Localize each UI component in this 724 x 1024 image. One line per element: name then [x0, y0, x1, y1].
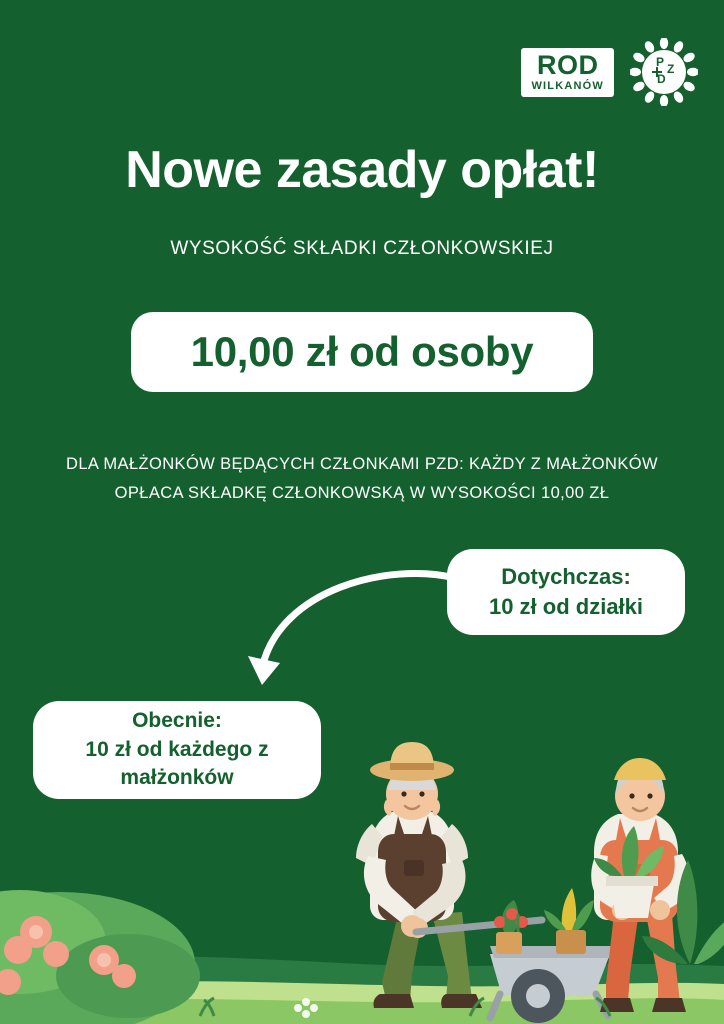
note-text [0, 450, 724, 508]
callout-current-value-2: małżonków [120, 766, 234, 790]
rod-logo-main: ROD [536, 49, 599, 80]
svg-text:Z: Z [667, 62, 675, 76]
amount-value: 10,00 zł od osoby [190, 328, 534, 375]
note-line-1: DLA MAŁŻONKÓW BĘDĄCYCH CZŁONKAMI PZD: KAŻDY Z MAŁŻONKÓW [66, 455, 658, 473]
sunflower-wreath-icon [630, 38, 698, 106]
callout-previous [447, 549, 685, 635]
callout-current-value-1: 10 zł od każdego z [85, 737, 269, 761]
callout-previous-title: Dotychczas: [501, 564, 631, 590]
svg-text:P: P [656, 55, 665, 69]
bush-icon [0, 890, 200, 1024]
note-line-2: OPŁACA SKŁADKĘ CZŁONKOWSKĄ W WYSOKOŚCI 10,00 ZŁ [114, 483, 610, 502]
rod-logo [521, 48, 614, 97]
page-subtitle: WYSOKOŚĆ SKŁADKI CZŁONKOWSKIEJ [170, 238, 554, 259]
pzd-logo [630, 38, 698, 106]
callout-current-title: Obecnie: [132, 708, 222, 732]
page-title: Nowe zasady opłat! [125, 141, 599, 199]
amount-badge [131, 312, 593, 392]
logo-row [521, 38, 698, 106]
illustration-gardeners [0, 664, 724, 1024]
svg-text:D: D [657, 72, 666, 86]
rod-logo-sub: WILKANÓW [531, 79, 604, 92]
callout-previous-value: 10 zł od działki [488, 594, 644, 619]
